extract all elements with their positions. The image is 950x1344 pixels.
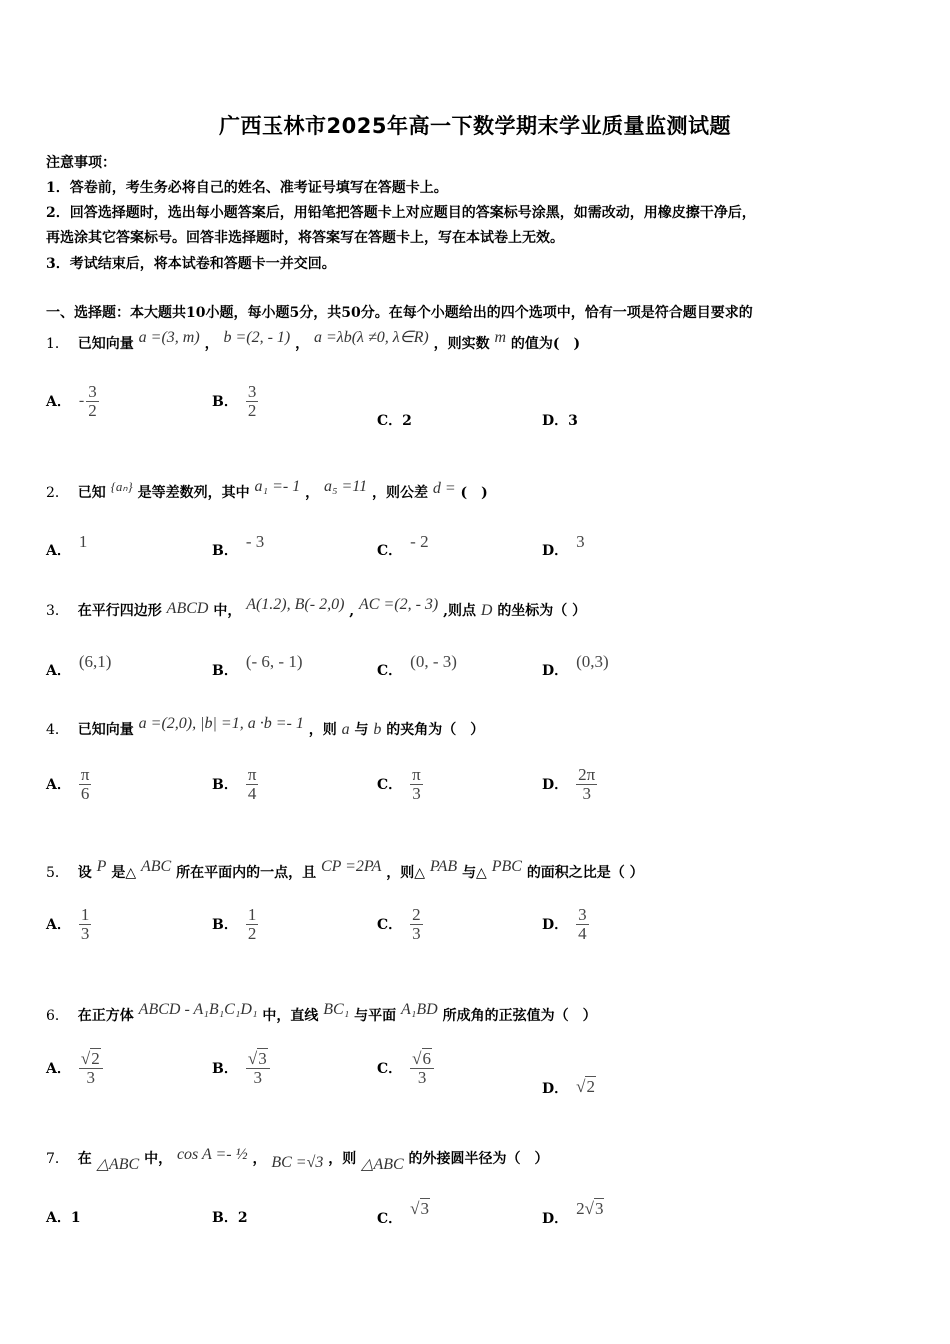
fraction bbox=[79, 1050, 103, 1087]
option-label: D． bbox=[542, 1211, 569, 1227]
numerator: 3 bbox=[88, 382, 97, 401]
math-expression: BC₁ bbox=[323, 1001, 350, 1018]
question-text: 已知向量 bbox=[77, 336, 134, 352]
math-expression: PAB bbox=[429, 858, 458, 875]
option-label: A． bbox=[46, 394, 71, 411]
option-value: 2 bbox=[402, 413, 412, 429]
numerator: √2 bbox=[79, 1050, 103, 1069]
question-1 bbox=[46, 329, 581, 353]
question-text: ， bbox=[204, 336, 219, 352]
denominator: 3 bbox=[412, 783, 421, 803]
option-c[interactable] bbox=[377, 1199, 430, 1228]
numerator: 2π bbox=[578, 765, 596, 784]
fraction bbox=[246, 1050, 270, 1087]
question-number: 7． bbox=[46, 1151, 69, 1167]
option-value: - 2 bbox=[410, 532, 429, 551]
fraction bbox=[410, 906, 423, 943]
question-text: 在正方体 bbox=[77, 1008, 134, 1024]
minus-sign: - bbox=[78, 392, 85, 410]
question-number: 5． bbox=[46, 865, 69, 881]
question-3 bbox=[46, 596, 587, 620]
question-text: 已知 bbox=[77, 485, 106, 501]
numerator: 1 bbox=[80, 905, 90, 924]
numerator: 1 bbox=[247, 905, 257, 924]
question-text: 中， bbox=[213, 603, 242, 619]
question-number: 3． bbox=[46, 603, 69, 619]
question-text: ， bbox=[252, 1151, 267, 1167]
option-label: D． bbox=[542, 543, 569, 559]
fraction bbox=[79, 906, 92, 943]
fraction bbox=[576, 766, 597, 803]
math-expression: △ABC bbox=[96, 1156, 140, 1173]
denominator: 3 bbox=[86, 1067, 96, 1087]
option-label: A． bbox=[46, 917, 71, 934]
question-text: , bbox=[349, 603, 355, 619]
option-value: - 3 bbox=[245, 532, 265, 551]
math-expression: BC =√3 bbox=[271, 1154, 324, 1171]
option-a[interactable] bbox=[46, 383, 99, 420]
question-text: 与平面 bbox=[354, 1008, 397, 1024]
question-text: 的外接圆半径为（ ） bbox=[408, 1151, 549, 1167]
math-expression: d = bbox=[432, 480, 456, 497]
math-expression: P bbox=[96, 858, 107, 875]
notice-item: 3．考试结束后，将本试卷和答题卡一并交回。 bbox=[46, 256, 336, 272]
square-root: √3 bbox=[410, 1199, 429, 1218]
option-label: C． bbox=[377, 413, 403, 429]
denominator: 4 bbox=[247, 783, 257, 803]
option-d[interactable] bbox=[542, 532, 585, 560]
option-label: A． bbox=[46, 777, 71, 794]
option-c[interactable] bbox=[377, 906, 423, 943]
question-text: 在 bbox=[77, 1151, 92, 1167]
options-row bbox=[0, 648, 950, 698]
fraction bbox=[576, 906, 589, 943]
math-expression: PBC bbox=[491, 858, 522, 875]
option-d[interactable] bbox=[542, 1199, 604, 1228]
question-6 bbox=[46, 1001, 597, 1025]
math-expression: CP =2PA bbox=[320, 858, 382, 875]
math-expression: a =(3, m) bbox=[138, 329, 200, 346]
denominator: 3 bbox=[80, 923, 90, 943]
question-text: ，则实数 bbox=[433, 336, 490, 352]
numerator: √3 bbox=[246, 1050, 270, 1069]
radicand: 3 bbox=[420, 1199, 429, 1218]
math-expression: a₁ =- 1 bbox=[254, 478, 301, 495]
denominator: 2 bbox=[247, 400, 257, 420]
fraction bbox=[410, 1050, 434, 1087]
math-expression: AC =(2, - 3) bbox=[359, 596, 439, 613]
option-c[interactable] bbox=[377, 532, 429, 560]
option-label: A． bbox=[46, 1210, 71, 1226]
option-d[interactable] bbox=[542, 410, 578, 430]
math-expression: a₅ =11 bbox=[323, 478, 368, 495]
option-a[interactable] bbox=[46, 532, 88, 560]
option-label: C． bbox=[377, 1211, 403, 1227]
radicand: 6 bbox=[422, 1049, 431, 1068]
option-label: B． bbox=[212, 1061, 238, 1078]
question-text: ，则 bbox=[308, 722, 337, 738]
math-expression: a =(2,0), |b| =1, a ·b =- 1 bbox=[138, 715, 304, 732]
question-text: 与△ bbox=[462, 865, 487, 881]
coefficient: 2 bbox=[576, 1199, 585, 1218]
options-row bbox=[0, 1050, 950, 1100]
numerator: π bbox=[80, 765, 90, 784]
denominator: 3 bbox=[417, 1067, 427, 1087]
math-expression: b bbox=[373, 721, 382, 738]
math-expression: ABCD - A₁B₁C₁D₁ bbox=[138, 1001, 258, 1018]
option-label: C． bbox=[377, 543, 403, 559]
math-expression: b =(2, - 1) bbox=[223, 329, 291, 346]
option-label: C． bbox=[377, 777, 403, 794]
question-text: 与 bbox=[354, 722, 369, 738]
question-text: 的值为( ) bbox=[510, 336, 581, 352]
option-label: B． bbox=[212, 917, 238, 934]
option-b[interactable] bbox=[212, 532, 265, 560]
numerator: 2 bbox=[412, 905, 421, 924]
fraction bbox=[246, 383, 259, 420]
option-label: B． bbox=[212, 543, 238, 559]
question-number: 4． bbox=[46, 722, 69, 738]
question-number: 1． bbox=[46, 336, 69, 352]
radicand: 3 bbox=[258, 1049, 267, 1068]
option-label: C． bbox=[377, 917, 403, 934]
question-text: 是△ bbox=[111, 865, 137, 881]
math-expression: {aₙ} bbox=[110, 479, 133, 494]
question-text: ,则点 bbox=[443, 603, 476, 619]
math-expression: a bbox=[341, 721, 350, 738]
notice-item: 2．回答选择题时，选出每小题答案后，用铅笔把答题卡上对应题目的答案标号涂黑，如需改动，用橡皮擦干净后， bbox=[46, 205, 756, 221]
option-label: D． bbox=[542, 1081, 569, 1097]
denominator: 3 bbox=[253, 1067, 263, 1087]
question-text: 的面积之比是（ ） bbox=[526, 865, 644, 881]
radicand: 2 bbox=[91, 1049, 100, 1068]
option-label: B． bbox=[212, 394, 238, 411]
math-expression: ABC bbox=[140, 858, 172, 875]
question-text: ， bbox=[295, 336, 310, 352]
denominator: 6 bbox=[80, 783, 90, 803]
option-value: (0, - 3) bbox=[410, 652, 457, 671]
notice-heading: 注意事项： bbox=[46, 155, 116, 171]
question-text: 是等差数列，其中 bbox=[137, 485, 250, 501]
denominator: 3 bbox=[582, 783, 591, 803]
option-c[interactable] bbox=[377, 652, 457, 680]
option-label: B． bbox=[212, 663, 238, 679]
option-label: A． bbox=[46, 1061, 71, 1078]
denominator: 2 bbox=[247, 923, 257, 943]
option-value: 2 bbox=[237, 1210, 248, 1226]
numerator: 3 bbox=[578, 905, 587, 924]
question-text: 的夹角为（ ） bbox=[386, 722, 485, 738]
option-a[interactable] bbox=[46, 1207, 81, 1227]
options-row bbox=[0, 1195, 950, 1245]
notice-item: 再选涂其它答案标号。回答非选择题时，将答案写在答题卡上，写在本试卷上无效。 bbox=[46, 230, 564, 246]
option-a[interactable] bbox=[46, 906, 91, 943]
option-label: A． bbox=[46, 543, 71, 559]
option-b[interactable] bbox=[212, 652, 303, 680]
option-b[interactable] bbox=[212, 383, 258, 420]
numerator: π bbox=[412, 765, 421, 784]
question-text: 在平行四边形 bbox=[77, 603, 162, 619]
option-b[interactable] bbox=[212, 1207, 248, 1227]
option-value: 1 bbox=[78, 532, 88, 551]
options-row bbox=[0, 528, 950, 578]
question-text: ，则 bbox=[328, 1151, 357, 1167]
option-a[interactable] bbox=[46, 766, 91, 803]
fraction bbox=[246, 766, 259, 803]
square-root: √2 bbox=[576, 1077, 595, 1096]
option-value: (6,1) bbox=[78, 652, 112, 671]
option-label: B． bbox=[212, 777, 238, 794]
options-row bbox=[0, 383, 950, 433]
question-5 bbox=[46, 858, 644, 882]
math-expression: △ABC bbox=[361, 1156, 404, 1173]
question-text: 已知向量 bbox=[77, 722, 134, 738]
option-label: D． bbox=[542, 917, 569, 934]
numerator: √6 bbox=[410, 1050, 434, 1069]
option-d[interactable] bbox=[542, 652, 609, 680]
denominator: 2 bbox=[88, 400, 97, 420]
fraction bbox=[86, 383, 99, 420]
option-a[interactable] bbox=[46, 652, 112, 680]
option-d[interactable] bbox=[542, 906, 589, 943]
option-c[interactable] bbox=[377, 766, 423, 803]
question-text: 的坐标为（ ） bbox=[497, 603, 587, 619]
option-b[interactable] bbox=[212, 906, 258, 943]
option-value: (0,3) bbox=[576, 652, 609, 671]
question-text: 所成角的正弦值为（ ） bbox=[442, 1008, 597, 1024]
option-label: C． bbox=[377, 663, 403, 679]
options-row bbox=[0, 766, 950, 816]
question-number: 6． bbox=[46, 1008, 69, 1024]
question-text: ， bbox=[305, 485, 320, 501]
question-number: 2． bbox=[46, 485, 69, 501]
numerator: 3 bbox=[247, 382, 257, 401]
question-text: ( ) bbox=[460, 485, 488, 501]
option-a[interactable] bbox=[46, 1050, 103, 1087]
option-value: 3 bbox=[568, 413, 578, 429]
option-label: A． bbox=[46, 663, 71, 679]
question-text: 所在平面内的一点，且 bbox=[176, 865, 317, 881]
radicand: 3 bbox=[594, 1199, 604, 1218]
question-text: 设 bbox=[77, 865, 92, 881]
fraction bbox=[246, 906, 259, 943]
options-row bbox=[0, 906, 950, 956]
option-d[interactable] bbox=[542, 1077, 596, 1098]
notice-item: 1．答卷前，考生务必将自己的姓名、准考证号填写在答题卡上。 bbox=[46, 180, 448, 196]
math-expression: a =λb(λ ≠0, λ∈R) bbox=[313, 329, 429, 346]
option-c[interactable] bbox=[377, 410, 412, 430]
question-text: ，则△ bbox=[386, 865, 426, 881]
question-2 bbox=[46, 478, 488, 502]
question-text: 中，直线 bbox=[262, 1008, 319, 1024]
option-label: D． bbox=[542, 777, 569, 794]
math-expression: m bbox=[494, 329, 507, 346]
math-expression: ABCD bbox=[166, 600, 209, 617]
option-c[interactable] bbox=[377, 1050, 434, 1087]
option-label: D． bbox=[542, 413, 569, 429]
option-label: D． bbox=[542, 663, 569, 679]
option-label: C． bbox=[377, 1061, 403, 1078]
question-4 bbox=[46, 715, 485, 739]
radicand: 2 bbox=[586, 1077, 595, 1096]
option-value: 1 bbox=[70, 1210, 81, 1226]
math-expression: D bbox=[480, 602, 493, 619]
section-heading: 一、选择题：本大题共10小题，每小题5分，共50分。在每个小题给出的四个选项中，恰有一项是符合题目要求的 bbox=[46, 305, 753, 321]
fraction bbox=[410, 766, 423, 803]
denominator: 4 bbox=[578, 923, 587, 943]
numerator: π bbox=[247, 765, 257, 784]
math-expression: cos A =- ½ bbox=[176, 1146, 248, 1163]
denominator: 3 bbox=[412, 923, 421, 943]
page-title: 广西玉林市2025年高一下数学期末学业质量监测试题 bbox=[219, 114, 731, 138]
question-text: 中， bbox=[144, 1151, 173, 1167]
square-root: 2√3 bbox=[576, 1199, 604, 1218]
option-b[interactable] bbox=[212, 1050, 270, 1087]
question-text: ，则公差 bbox=[371, 485, 428, 501]
option-value: 3 bbox=[576, 532, 585, 551]
option-b[interactable] bbox=[212, 766, 258, 803]
fraction bbox=[79, 766, 92, 803]
option-value: (- 6, - 1) bbox=[245, 652, 303, 671]
question-7 bbox=[46, 1146, 549, 1173]
option-d[interactable] bbox=[542, 766, 597, 803]
option-label: B． bbox=[212, 1210, 238, 1226]
math-expression: A(1.2), B(- 2,0) bbox=[246, 596, 345, 613]
math-expression: A₁BD bbox=[401, 1001, 438, 1018]
